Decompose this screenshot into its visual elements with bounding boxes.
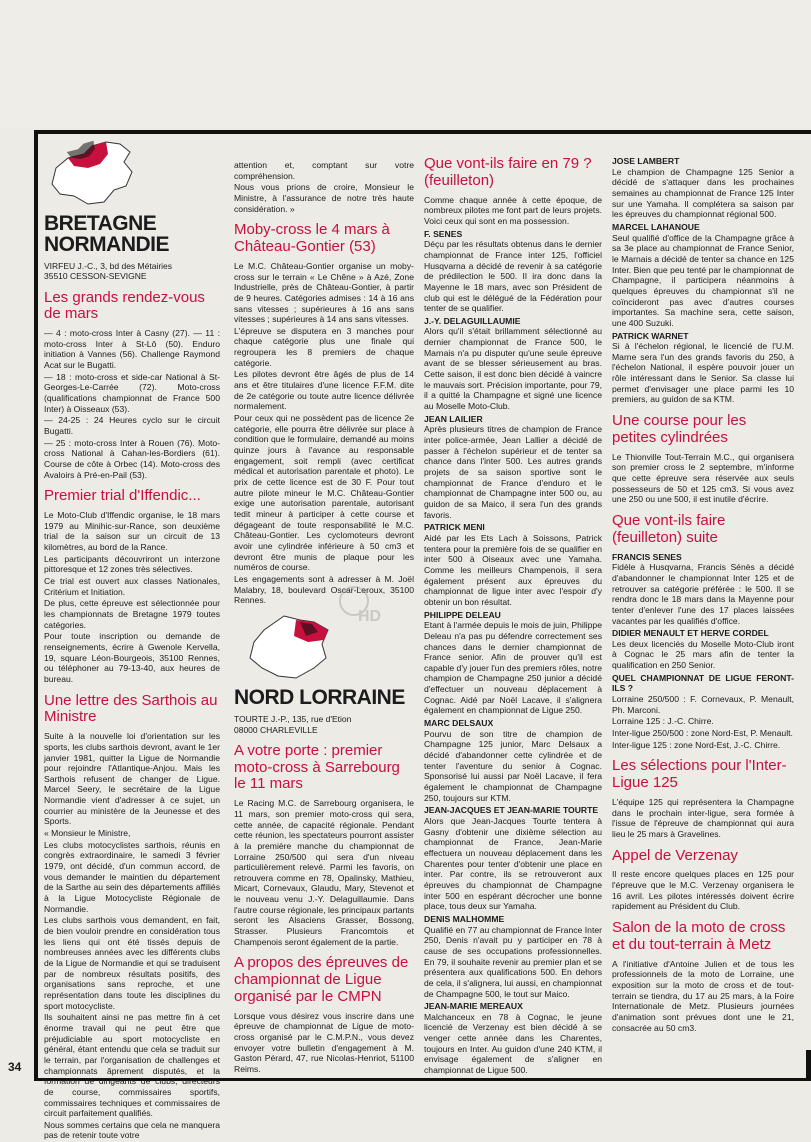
paragraph: Le champion de Champagne 125 Senior a décidé de s'attaquer dans les prochaines semaines au championnat de France 125 Inter sur une Yamaha. Il complétera sa saison par les épreuves du championnat régional 500. bbox=[612, 166, 794, 220]
paragraph: L'épreuve se disputera en 3 manches pour chaque catégorie plus une finale qui regroupera les 8 premiers de chaque catégorie. bbox=[234, 325, 414, 368]
bretagne-normandie-map bbox=[44, 138, 154, 210]
address-line2: 35510 CESSON-SEVIGNE bbox=[44, 271, 147, 282]
paragraph: Pourvu de son titre de champion de Champagne 125 junior, Marc Delsaux a décidé d'abandonner cette cylindrée et de tenter l'aventure du senior à Cognac. Sponsorisé lui aussi par Noël Lacave, il fera également le championnat de Champagne 250, toujours sur KTM. bbox=[424, 728, 602, 803]
paragraph: Inter-ligue 125 : zone Nord-Est, J.-C. Chirre. bbox=[612, 739, 781, 750]
paragraph: Ils souhaitent ainsi ne pas mettre fin à cet énorme travail qui ne peut être que préjudiciable au sport motocycliste en général, étant entendu que cela se traduit sur le terrain, par l'organisation de challenges et championnats âprement disputés, et la formation de dirigeants de clubs, directeurs de course, commissaires sportifs, commissaires techniques et commissaires de circuit parfaitement qualifiés. bbox=[44, 1012, 220, 1119]
paragraph: Nous vous prions de croire, Monsieur le Ministre, à l'assurance de notre très haute considération. » bbox=[234, 182, 414, 214]
column-2 bbox=[234, 160, 414, 1076]
watermark-icon bbox=[336, 585, 384, 625]
paragraph: Les engagements sont à adresser à M. Joël Malabry, 18, boulevard Oscar-Leroux, 35100 Rennes. bbox=[234, 573, 414, 606]
rider-name: JOSE LAMBERT bbox=[612, 156, 680, 166]
paragraph: « Monsieur le Ministre, bbox=[44, 828, 131, 839]
headline-selections: Les sélections pour l'Inter-Ligue 125 bbox=[612, 757, 787, 792]
region-title-line2: NORMANDIE bbox=[44, 232, 169, 256]
paragraph: Lorraine 125 : J.-C. Chirre. bbox=[612, 716, 714, 727]
paragraph: Suite à la nouvelle loi d'orientation sur les sports, les clubs sarthois devront, avant le 1er janvier 1981, quitter la Ligue de Normandie pour rejoindre l'Atlantique-Anjou. Mais les Sarthois refusent de changer de Ligue. Marcel Seery, le secrétaire de la Ligue Normandie vient d'adresser à ce sujet, un courrier au ministère de la Jeunesse et des Sports. bbox=[44, 731, 220, 827]
paragraph: Fidèle à Husqvarna, Francis Sénès a décidé d'abandonner le championnat Inter 125 et de retrouver sa catégorie préférée : le 500. Il se rendra donc le 18 mars dans la Mayenne pour tenter d'enlever l'une des 17 places laissées vacantes par les qualifiés d'office. bbox=[612, 562, 794, 626]
paragraph: Le Racing M.C. de Sarrebourg organisera, le 11 mars, son premier moto-cross qui sera, cette année, de capacité régionale. Pendant cette réunion, les spectateurs pourront assister à la première manche du championnat de Lorraine 250/500 qui sera d'un niveau particulièrement relevé. Parmi les favoris, on retrouvera comme en 78, Opalinsky, Mathieu, Micart, Cornevaux, Glaudu, Mary, Stevenot et le nouveau venu J.-Y. Delaguillaumie. Dans l'autre course régionale, les principaux partants seront les Alsaciens Grasser, Bossong, Strasser. Plusieurs Francomtois et Champenois seront également de la partie. bbox=[234, 798, 414, 947]
rider-name: PATRICK WARNET bbox=[612, 330, 689, 341]
region-title-nord-lorraine: NORD LORRAINE bbox=[234, 685, 405, 709]
rider-name: DIDIER MENAULT ET HERVE CORDEL bbox=[612, 628, 769, 639]
headline-rendezvous: Les grands rendez-vous de mars bbox=[44, 288, 205, 323]
frame-top-rule bbox=[34, 130, 811, 134]
watermark-logo bbox=[336, 585, 384, 630]
rider-name: FRANCIS SENES bbox=[612, 551, 682, 562]
rider-name: DENIS MALHOMME bbox=[424, 913, 505, 924]
correspondent-address bbox=[44, 261, 220, 281]
paragraph: Le M.C. Château-Gontier organise un moby-cross sur le terrain « Le Chêne » à Azé, Zone Industrielle, près de Château-Gontier, à partir de 9 heures. Catégories admises : 14 à 16 ans sans vitesses ; supérieures à 16 ans sans vitesses ; supérieures à 14 ans sans vitesses. bbox=[234, 260, 414, 325]
paragraph: Alors qu'il s'était brillamment sélectionné au dernier championnat de France 500, le Marnais n'a pu disputer qu'une seule épreuve avant de se blesser sérieusement au bras. Cette saison, il est donc bien décidé à vaincre le mauvais sort. Précision importante, pour 79, il a quitté la Champagne et signé une licence au Moselle Moto-Club. bbox=[424, 326, 602, 412]
rider-name: MARC DELSAUX bbox=[424, 718, 494, 729]
paragraph: Aidé par les Ets Lach à Soissons, Patrick tentera pour la première fois de se qualifier en inter 500 à Oiseaux avec une Yamaha. Comme les meilleurs Champenois, il sera également présent aux épreuves du championnat de ligue inter avec l'espoir d'y obtenir un bon résultat. bbox=[424, 532, 602, 607]
paragraph: Pour toute inscription ou demande de renseignements, écrire à Gwenole Kervella, 19, square Léon-Bourgeois, 35100 Rennes, ou téléphoner au 79-13-40, aux heures de bureau. bbox=[44, 631, 220, 684]
headline-moby-cross: Moby-cross le 4 mars à Château-Gontier (53) bbox=[234, 221, 390, 256]
address-line2: 08000 CHARLEVILLE bbox=[234, 724, 318, 735]
paragraph: attention et, comptant sur votre compréhension. bbox=[234, 160, 414, 181]
paragraph: Pour ceux qui ne possèdent pas de licence 2e catégorie, elle pourra être délivrée sur place à condition que le formulaire, demandé au moins quinze jours à l'avance au responsable engagement, soit rempli (avec certificat médical et autorisation parentale et photo). Le prix de cette licence est de 30 F. Pour tout autre pilote mineur le M.C. Château-Gontier exige une autorisation parentale, autorisant tedit mineur à participer à cette course et dégageant de toute responsabilité le M.C. Château-Gontier. Les cyclomoteurs devront avoir une cylindrée inférieure à 50 cm3 et devront être munis de plaque pour les numéros de course. bbox=[234, 413, 414, 573]
column-1 bbox=[44, 138, 220, 1142]
nord-lorraine-map bbox=[234, 612, 344, 684]
paragraph: Si à l'échelon régional, le licencié de l'U.M. Marne sera l'un des grands favoris du 250, à l'échelon National, il espère pouvoir jouer un rôle intéressant dans le Senior. Sa classe lui permet d'envisager une place parmi les 10 premiers, au guidon de sa KTM. bbox=[612, 341, 794, 405]
address-line1: VIRFEU J.-C., 3, bd des Métairies bbox=[44, 261, 173, 272]
paragraph: Les clubs motocyclistes sarthois, réunis en congrès extraordinaire, le samedi 3 février 1979, ont décidé, d'un commun accord, de vous demander le maintien du département de la Sarthe au sein des départements affiliés à la Ligue Motocycliste Régionale de Normandie. bbox=[44, 839, 220, 914]
column-4 bbox=[612, 156, 794, 1034]
rider-name: PHILIPPE DELEAU bbox=[424, 609, 501, 620]
paragraph: A l'initiative d'Antoine Julien et de tous les professionnels de la moto de Lorraine, une exposition sur la moto de cross et de tout-terrain se tiendra, du 17 au 25 mars, à la Foire Internationale de Metz. Plusieurs journées d'animation sont prévues dont une le 21, consacrée au 50 cm3. bbox=[612, 958, 794, 1033]
paragraph: Alors que Jean-Jacques Tourte tentera à Gasny d'obtenir une dixième sélection au championnat de France, Jean-Marie effectuera un nouveau déplacement dans les Charentes pour tenter d'obtenir une place en inter. Par contre, ils se retrouveront aux épreuves du championnat de Champagne inter 500 en espérant décrocher une bonne place, tous deux sur Yamaha. bbox=[424, 816, 602, 912]
page-number: 34 bbox=[8, 1060, 22, 1074]
headline-verzenay: Appel de Verzenay bbox=[612, 846, 738, 864]
frame-left-rule bbox=[34, 130, 38, 1080]
headline-cmpn: A propos des épreuves de championnat de Ligue organisé par le CMPN bbox=[234, 954, 409, 1005]
paragraph: Lorraine 250/500 : F. Cornevaux, P. Menault, Ph. Marconi. bbox=[612, 694, 794, 715]
region-title-bretagne bbox=[44, 214, 220, 255]
paragraph: — 18 : moto-cross et side-car National à St-Georges-Le-Carrée (72). Moto-cross (qualifications championnat de France 500 Inter) à Oisseaux (53). bbox=[44, 371, 220, 414]
region-title-line1: BRETAGNE bbox=[44, 212, 157, 235]
rider-name: PATRICK MENI bbox=[424, 522, 485, 533]
rider-name: QUEL CHAMPIONNAT DE LIGUE FERONT-ILS ? bbox=[612, 672, 794, 694]
rider-name: JEAN LAILIER bbox=[424, 413, 483, 424]
paragraph: L'équipe 125 qui représentera la Champagne dans le prochain inter-ligue, sera formée à l'issue de l'épreuve de championnat qui aura lieu le 25 mars à Gravelines. bbox=[612, 796, 794, 839]
paragraph: Les clubs sarthois vous demandent, en fait, de bien vouloir prendre en considération tous les liens qui ont été tissés depuis de nombreuses années avec les différents clubs de la Ligue de Normandie et qui se traduisent par de nombreux résultats positifs, des organisations sans reproche, et une représentation dans toute les disciplines du sport motocycliste. bbox=[44, 915, 220, 1011]
paragraph: Les deux licenciés du Moselle Moto-Club iront à Cognac le 25 mars afin de tenter la qualification en 250 Senior. bbox=[612, 638, 794, 671]
paragraph: Etant à l'armée depuis le mois de juin, Philippe Deleau n'a pas pu défendre correctement ses chances dans le dernier championnat de France senior. Afin de prouver qu'il est capable d'y jouer l'un des premiers rôles, notre champion de Champagne 250 junior a décidé d'effectuer un nouveau déplacement à Cognac. Aidé par Noël Lacave, il s'alignera également en championnat de Ligue 250. bbox=[424, 620, 602, 716]
paragraph: Le Thionville Tout-Terrain M.C., qui organisera son premier cross le 2 septembre, m'informe que cette épreuve sera réservée aux seuls possesseurs de 50 et 125 cm3. Si vous avez une 250 ou une 500, il est inutile d'écrire. bbox=[612, 451, 794, 505]
correspondent-address bbox=[234, 714, 414, 734]
paragraph: — 25 : moto-cross Inter à Rouen (76). Moto-cross National à Cahan-les-Bordiers (61). Course de côte à Orbec (14). Moto-cross des Avaloirs à Pré-en-Pail (53). bbox=[44, 437, 220, 480]
rider-name: J.-Y. DELAGUILLAUMIE bbox=[424, 315, 521, 326]
paragraph: Qualifié en 77 au championnat de France Inter 250, Denis n'avait pu y participer en 78 à cause de ses occupations professionnelles. En 79, il souhaite revenir au premier plan et se présentera aux qualifications 500. En dehors de cela, il s'alignera, lui aussi, en championnat de Champagne 500, le tout sur Maico. bbox=[424, 924, 602, 999]
rider-name: JEAN-JACQUES ET JEAN-MARIE TOURTE bbox=[424, 805, 599, 816]
paragraph: Le Moto-Club d'Iffendic organise, le 18 mars 1979 au Minihic-sur-Rance, son deuxième trial de la saison sur un circuit de 13 kilomètres, au bord de la Rance. bbox=[44, 510, 220, 553]
paragraph: Malchanceux en 78 à Cognac, le jeune licencié de Verzenay est bien décidé à se venger cette année dans les Charentes, toujours en Inter. Au guidon d'une 240 KTM, il envisage également de s'aligner en championnat de Ligue 500. bbox=[424, 1011, 602, 1076]
paragraph: Après plusieurs titres de champion de France inter police-armée, Jean Lallier a décidé de passer à l'échelon supérieur et de tenter sa chance dans l'inter 500. Les autres grands projets de sa saison sportive sont le championnat de France d'enduro et le championnat de Champagne inter 500 ou, au guidon de sa Maico, il sera l'un des grands favoris. bbox=[424, 424, 602, 520]
column-3 bbox=[424, 156, 602, 1077]
paragraph: — 4 : moto-cross Inter à Casny (27). — 11 : moto-cross Inter à St-Lô (50). Enduro initiation à Vannes (56). Challenge Raymond Acat sur le Bugatti. bbox=[44, 328, 220, 371]
paragraph: Les participants découvriront un interzone pittoresque et 12 zones très sélectives. bbox=[44, 553, 220, 575]
headline-feuilleton: Que vont-ils faire en 79 ? (feuilleton) bbox=[424, 155, 592, 189]
frame-right-rule bbox=[806, 1050, 811, 1081]
paragraph: Inter-ligue 250/500 : zone Nord-Est, P. Menault. bbox=[612, 728, 793, 739]
headline-sarrebourg: A votre porte : premier moto-cross à Sarrebourg le 11 mars bbox=[234, 741, 400, 793]
paragraph: Il reste encore quelques places en 125 pour l'épreuve que le M.C. Verzenay organisera le 16 avril. Les pilotes intéressés doivent écrire rapidement au Président du Club. bbox=[612, 869, 794, 912]
headline-sarthois: Une lettre des Sarthois au Ministre bbox=[44, 691, 218, 726]
paragraph: — 24-25 : 24 Heures cyclo sur le circuit Bugatti. bbox=[44, 415, 220, 437]
rider-name: MARCEL LAHANOUE bbox=[612, 221, 700, 232]
headline-salon-metz: Salon de la moto de cross et du tout-terrain à Metz bbox=[612, 919, 786, 953]
headline-iffendic: Premier trial d'Iffendic... bbox=[44, 487, 201, 505]
paragraph: Nous sommes certains que cela ne manquera pas de retenir toute votre bbox=[44, 1119, 220, 1141]
paragraph: Ce trial est ouvert aux classes Nationales, Critérium et Initiation. bbox=[44, 576, 220, 597]
headline-petites-cylindrees: Une course pour les petites cylindrées bbox=[612, 412, 747, 446]
paragraph: Lorsque vous désirez vous inscrire dans une épreuve de championnat de Ligue de moto-cross organisé par le C.M.P.N., vous devez envoyer votre bulletin d'engagement à M. Gaston Pérard, 47, rue Nicolas-Henriot, 51100 Reims. bbox=[234, 1010, 414, 1075]
paragraph: De plus, cette épreuve est sélectionnée pour les championnats de Bretagne 1979 toutes catégories. bbox=[44, 598, 220, 630]
paragraph: Les pilotes devront être âgés de plus de 14 ans et être titulaires d'une licence F.F.M. dite de 2e catégorie ou toute autre licence délivrée normalement. bbox=[234, 369, 414, 412]
rider-name: JEAN-MARIE MEREAUX bbox=[424, 1001, 523, 1012]
paragraph: Déçu par les résultats obtenus dans le dernier championnat de France inter 125, l'officiel Husqvarna a décidé de revenir à sa catégorie de prédilection le 500. Il ira donc dans la Mayenne le 18 mars, avec son Président de club qui est le délégué de la Fédération pour tenter de se qualifier. bbox=[424, 239, 602, 314]
watermark-text: HD bbox=[358, 608, 382, 625]
top-margin bbox=[0, 0, 811, 128]
rider-name: F. SENES bbox=[424, 228, 463, 239]
paragraph: Comme chaque année à cette époque, de nombreux pilotes me font part de leurs projets. Voici ceux qui sont en ma possession. bbox=[424, 194, 602, 226]
address-line1: TOURTE J.-P., 135, rue d'Etion bbox=[234, 714, 352, 725]
headline-feuilleton-suite: Que vont-ils faire (feuilleton) suite bbox=[612, 511, 726, 546]
paragraph: Seul qualifié d'office de la Champagne grâce à sa 3e place au championnat de France Senior, le Marnais a décidé de tenter sa chance en 125 Inter. Bien que peu tenté par le championnat de Champagne, il participera néanmoins à quelques épreuves du championnat s'il ne coïncideront pas avec d'autres courses importantes. Sa machine sera, cette saison, une 400 Suzuki. bbox=[612, 232, 794, 328]
